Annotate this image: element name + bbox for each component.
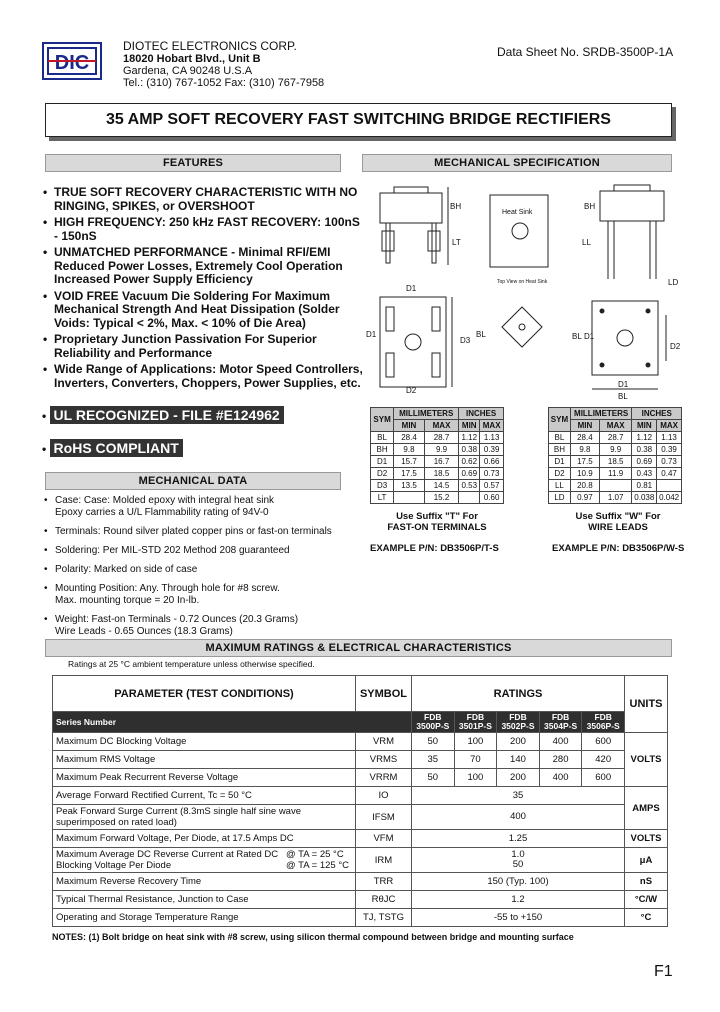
dim-bh: BH [450, 202, 462, 211]
ratings-table: PARAMETER (TEST CONDITIONS) SYMBOL RATINGS UNITS Series Number FDB 3500P-S FDB 3501P-S FDB 3502P-S FDB 3504P-S FDB 3506P-S Maximum DC Blocking Voltage VRM 50 100 200 400 600 VOLTS Maximum RMS Voltage VRMS 35 70 140 280 420 Maximum Peak Recurrent Reverse Voltage VRRM 50 100 200 400 600 Average Forward Rectified Current, Tc = 50 °C IO 35 AMPS Peak Forward Surge Current (8.3mS single half sine wave superimposed on rated load) IFSM 400 Maximum Forward Voltage, Per Diode, at 17.5 Amps DC VFM 1.25 VOLTS Maximum Average DC Reverse Current at Rated DC Blocking Voltage Per Diode@ TA = 25 °C @ TA = 125 °C IRM 1.0 50 μA Maximum Reverse Recovery Time TRR 150 (Typ. 100) nS Typical Thermal Resistance, Junction to Case RθJC 1.2 °C/W Operating and Storage Temperature Range TJ, TSTG -55 to +150 °C [52, 675, 668, 927]
dim-ld: LD [668, 278, 679, 287]
phone-fax: Tel.: (310) 767-1052 Fax: (310) 767-7958 [123, 77, 325, 89]
symbol-cell: RθJC [356, 891, 412, 909]
dim-cell [394, 492, 425, 504]
symbol-cell: IFSM [356, 805, 412, 830]
dim-cell: 17.5 [394, 468, 425, 480]
rating-row [53, 769, 668, 787]
th-sym: SYM [371, 408, 394, 432]
title-box [45, 103, 672, 137]
rating-cell: 600 [582, 733, 625, 751]
unit-cell: °C/W [625, 891, 668, 909]
dim-table-wire: SYM MILLIMETERS INCHES MIN MAX MIN MAX BL 28.4 28.7 1.12 1.13 BH 9.8 9.9 0.38 0.39 D1 17.5 18.5 0.69 0.73 D2 10.9 11.9 0.43 0.47 LL 20.8 0.81 LD 0.97 1.07 0.038 0.042 [548, 407, 682, 504]
unit-cell: VOLTS [625, 830, 668, 848]
rating-row [53, 848, 668, 873]
notes: NOTES: (1) Bolt bridge on heat sink with #8 screw, using silicon thermal compound between bridge and mounting surface [52, 932, 574, 942]
dim-bl-bottom: BL [618, 392, 628, 401]
dim-cell: 28.7 [599, 432, 632, 444]
rating-row [53, 787, 668, 805]
address-line-1: 18020 Hobart Blvd., Unit B [123, 53, 261, 65]
col-parameter: PARAMETER (TEST CONDITIONS) [53, 676, 356, 712]
dim-cell: 28.4 [394, 432, 425, 444]
features-list [41, 186, 366, 393]
rating-row [53, 891, 668, 909]
dim-cell: 0.69 [632, 456, 657, 468]
th-in: INCHES [459, 408, 504, 420]
symbol-cell: TJ, TSTG [356, 909, 412, 927]
dim-cell: LL [549, 480, 571, 492]
heat-sink-label: Heat Sink [502, 209, 533, 216]
rating-cell: 35 [412, 787, 625, 805]
dim-cell: 0.38 [632, 444, 657, 456]
dim-cell: 16.7 [424, 456, 458, 468]
rating-cell: 50 [412, 733, 455, 751]
dim-cell: D2 [371, 468, 394, 480]
dim-d1-right: D1 [584, 332, 595, 341]
features-heading: FEATURES [45, 154, 341, 172]
param-cell: Typical Thermal Resistance, Junction to Case [53, 891, 356, 909]
symbol-cell: VFM [356, 830, 412, 848]
dim-cell: 15.2 [424, 492, 458, 504]
dim-row [371, 480, 504, 492]
unit-cell: nS [625, 873, 668, 891]
dim-cell: 20.8 [570, 480, 599, 492]
dim-cell: D2 [549, 468, 571, 480]
rating-row [53, 873, 668, 891]
example-terminals: EXAMPLE P/N: DB3506P/T-S [370, 543, 499, 554]
dim-cell: 9.9 [424, 444, 458, 456]
col-symbol: SYMBOL [356, 676, 412, 712]
rating-cell: 400 [412, 805, 625, 830]
dim-cell: 0.81 [632, 480, 657, 492]
dim-row [549, 468, 682, 480]
example-wire: EXAMPLE P/N: DB3506P/W-S [552, 543, 685, 554]
param-cell [53, 848, 356, 873]
symbol-cell: TRR [356, 873, 412, 891]
mechanical-data-heading: MECHANICAL DATA [45, 472, 341, 490]
dim-cell: 9.8 [570, 444, 599, 456]
dim-cell: 13.5 [394, 480, 425, 492]
dim-cell: D1 [549, 456, 571, 468]
rohs-badge: RoHS COMPLIANT [50, 439, 183, 457]
dim-cell: 9.8 [394, 444, 425, 456]
caption-terminals: Use Suffix "T" For FAST-ON TERMINALS [387, 511, 487, 533]
dim-cell: LT [371, 492, 394, 504]
top-view-note: Top View on Heat Sink [497, 279, 548, 285]
dim-cell: 0.97 [570, 492, 599, 504]
symbol-cell: VRM [356, 733, 412, 751]
series-label: Series Number [53, 712, 412, 733]
param-cell: Peak Forward Surge Current (8.3mS single half sine wave superimposed on rated load) [53, 805, 356, 830]
dim-cell: 28.4 [570, 432, 599, 444]
condition-text: @ TA = 25 °C @ TA = 125 °C [286, 849, 349, 871]
address-line-2: Gardena, CA 90248 U.S.A [123, 65, 253, 77]
mech-item: • Case: Case: Molded epoxy with integral heat sink Epoxy carries a U/L Flammability rating of 94V-0 [42, 495, 372, 519]
param-cell: Maximum Forward Voltage, Per Diode, at 17.5 Amps DC [53, 830, 356, 848]
rating-cell: 50 [412, 769, 455, 787]
mech-item: • Soldering: Per MIL-STD 202 Method 208 guaranteed [42, 545, 372, 557]
dim-cell: 0.53 [459, 480, 480, 492]
rating-cell: 600 [582, 769, 625, 787]
mech-item: • Polarity: Marked on side of case [42, 564, 372, 576]
dim-bl-right: BL [572, 332, 582, 341]
th-mm: MILLIMETERS [394, 408, 459, 420]
dim-cell: 0.73 [480, 468, 504, 480]
unit-cell: °C [625, 909, 668, 927]
dim-cell: 18.5 [599, 456, 632, 468]
dim-cell: 1.07 [599, 492, 632, 504]
rating-cell: 400 [539, 769, 582, 787]
rating-cell: 1.25 [412, 830, 625, 848]
feature-item: • HIGH FREQUENCY: 250 kHz FAST RECOVERY: 100nS - 150nS [41, 216, 366, 243]
param-cell: Operating and Storage Temperature Range [53, 909, 356, 927]
dim-cell: 14.5 [424, 480, 458, 492]
ratings-note: Ratings at 25 °C ambient temperature unless otherwise specified. [68, 659, 315, 669]
dim-cell: LD [549, 492, 571, 504]
dim-d3: D3 [460, 336, 471, 345]
dim-cell: 1.12 [632, 432, 657, 444]
rating-cell: 35 [412, 751, 455, 769]
dim-table-terminals: SYM MILLIMETERS INCHES MIN MAX MIN MAX BL 28.4 28.7 1.12 1.13 BH 9.8 9.9 0.38 0.39 D1 15.7 16.7 0.62 0.66 D2 17.5 18.5 0.69 0.73 D3 13.5 14.5 0.53 0.57 LT 15.2 0.60 [370, 407, 504, 504]
rating-row [53, 830, 668, 848]
dim-cell: 0.69 [459, 468, 480, 480]
rating-row [53, 751, 668, 769]
param-text: Maximum Average DC Reverse Current at Rated DC Blocking Voltage Per Diode [56, 849, 279, 871]
symbol-cell: IRM [356, 848, 412, 873]
ratings-heading: MAXIMUM RATINGS & ELECTRICAL CHARACTERISTICS [45, 639, 672, 657]
dim-cell: 28.7 [424, 432, 458, 444]
rating-cell: 200 [497, 733, 540, 751]
feature-item: • VOID FREE Vacuum Die Soldering For Maximum Mechanical Strength And Heat Dissipation (Solder Voids: Typical < 2%, Max. < 10% of Die Area) [41, 290, 366, 331]
param-cell: Maximum RMS Voltage [53, 751, 356, 769]
rating-cell: 1.2 [412, 891, 625, 909]
company-name: DIOTEC ELECTRONICS CORP. [123, 39, 297, 53]
logo-text: DIC [54, 52, 90, 74]
dim-d1: D1 [406, 284, 417, 293]
rating-cell: 200 [497, 769, 540, 787]
dim-row [549, 444, 682, 456]
page-title: 35 AMP SOFT RECOVERY FAST SWITCHING BRIDGE RECTIFIERS [106, 111, 611, 128]
mechanical-drawing [362, 175, 692, 403]
dim-cell: 15.7 [394, 456, 425, 468]
param-cell: Maximum DC Blocking Voltage [53, 733, 356, 751]
dim-cell: 0.042 [657, 492, 682, 504]
page-number: F1 [654, 963, 673, 980]
dim-cell: 11.9 [599, 468, 632, 480]
dim-cell: D3 [371, 480, 394, 492]
dim-cell: 1.12 [459, 432, 480, 444]
rating-row [53, 733, 668, 751]
dim-cell: BH [549, 444, 571, 456]
dim-cell: 1.13 [480, 432, 504, 444]
logo-graphic [44, 44, 100, 78]
dim-row [549, 480, 682, 492]
dim-d2-right: D2 [670, 342, 681, 351]
dim-d1-bottom: D1 [618, 380, 629, 389]
dim-cell: 10.9 [570, 468, 599, 480]
company-logo [42, 42, 102, 80]
rating-cell: 1.0 50 [412, 848, 625, 873]
symbol-cell: VRRM [356, 769, 412, 787]
dim-cell: 0.60 [480, 492, 504, 504]
dim-row [549, 456, 682, 468]
mechanical-data-list [42, 495, 372, 645]
rating-row [53, 909, 668, 927]
mech-spec-heading: MECHANICAL SPECIFICATION [362, 154, 672, 172]
rating-cell: 420 [582, 751, 625, 769]
dim-cell: BH [371, 444, 394, 456]
col-units: UNITS [625, 676, 668, 733]
caption-wire: Use Suffix "W" For WIRE LEADS [575, 511, 661, 533]
dim-row [371, 456, 504, 468]
dim-cell: D1 [371, 456, 394, 468]
mech-item: • Weight: Fast-on Terminals - 0.72 Ounces (20.3 Grams) Wire Leads - 0.65 Ounces (18.3 Grams) [42, 614, 372, 638]
dim-cell: 0.73 [657, 456, 682, 468]
dim-d1-side: D1 [366, 330, 377, 339]
param-cell: Maximum Peak Recurrent Reverse Voltage [53, 769, 356, 787]
symbol-cell: IO [356, 787, 412, 805]
feature-item: • TRUE SOFT RECOVERY CHARACTERISTIC WITH NO RINGING, SPIKES, or OVERSHOOT [41, 186, 366, 213]
dim-cell [459, 492, 480, 504]
dim-bh-right: BH [584, 202, 596, 211]
dim-row [549, 492, 682, 504]
dim-cell: 0.57 [480, 480, 504, 492]
dim-cell: 18.5 [424, 468, 458, 480]
col-ratings: RATINGS [412, 676, 625, 712]
dim-row [371, 468, 504, 480]
rating-cell: 70 [454, 751, 497, 769]
feature-item: • Proprietary Junction Passivation For Superior Reliability and Performance [41, 333, 366, 360]
dim-cell: 0.66 [480, 456, 504, 468]
dim-bl: BL [476, 330, 486, 339]
dim-row [371, 432, 504, 444]
rating-cell: 100 [454, 769, 497, 787]
rating-cell: 100 [454, 733, 497, 751]
rating-cell: 140 [497, 751, 540, 769]
rating-row [53, 805, 668, 830]
param-cell: Average Forward Rectified Current, Tc = 50 °C [53, 787, 356, 805]
mech-item: • Mounting Position: Any. Through hole for #8 screw. Max. mounting torque = 20 In-lb. [42, 583, 372, 607]
rating-cell: 400 [539, 733, 582, 751]
unit-cell: AMPS [625, 787, 668, 830]
dim-cell: BL [371, 432, 394, 444]
feature-item: • Wide Range of Applications: Motor Speed Controllers, Inverters, Converters, Choppers, Power Supplies, etc. [41, 363, 366, 390]
dim-cell: 1.13 [657, 432, 682, 444]
dim-cell: 9.9 [599, 444, 632, 456]
dim-ll: LL [582, 238, 591, 247]
datasheet-number: Data Sheet No. SRDB-3500P-1A [497, 45, 674, 59]
dim-lt: LT [452, 238, 461, 247]
dim-cell: BL [549, 432, 571, 444]
dim-cell: 17.5 [570, 456, 599, 468]
rating-cell: -55 to +150 [412, 909, 625, 927]
mech-item: • Terminals: Round silver plated copper pins or fast-on terminals [42, 526, 372, 538]
feature-item: • UNMATCHED PERFORMANCE - Minimal RFI/EMI Reduced Power Losses, Extremely Cool Operation Increased Power Supply Efficiency [41, 246, 366, 287]
symbol-cell: VRMS [356, 751, 412, 769]
unit-cell: VOLTS [625, 733, 668, 787]
dim-cell [657, 480, 682, 492]
dim-cell: 0.43 [632, 468, 657, 480]
dim-row [371, 444, 504, 456]
dim-cell: 0.62 [459, 456, 480, 468]
dim-cell: 0.47 [657, 468, 682, 480]
param-cell: Maximum Reverse Recovery Time [53, 873, 356, 891]
dim-cell [599, 480, 632, 492]
dim-cell: 0.39 [480, 444, 504, 456]
dim-cell: 0.038 [632, 492, 657, 504]
dim-cell: 0.38 [459, 444, 480, 456]
dim-cell: 0.39 [657, 444, 682, 456]
dim-row [371, 492, 504, 504]
rating-cell: 150 (Typ. 100) [412, 873, 625, 891]
ul-badge: UL RECOGNIZED - FILE #E124962 [50, 406, 284, 424]
dim-row [549, 432, 682, 444]
unit-cell: μA [625, 848, 668, 873]
rating-cell: 280 [539, 751, 582, 769]
dim-d2: D2 [406, 386, 417, 395]
